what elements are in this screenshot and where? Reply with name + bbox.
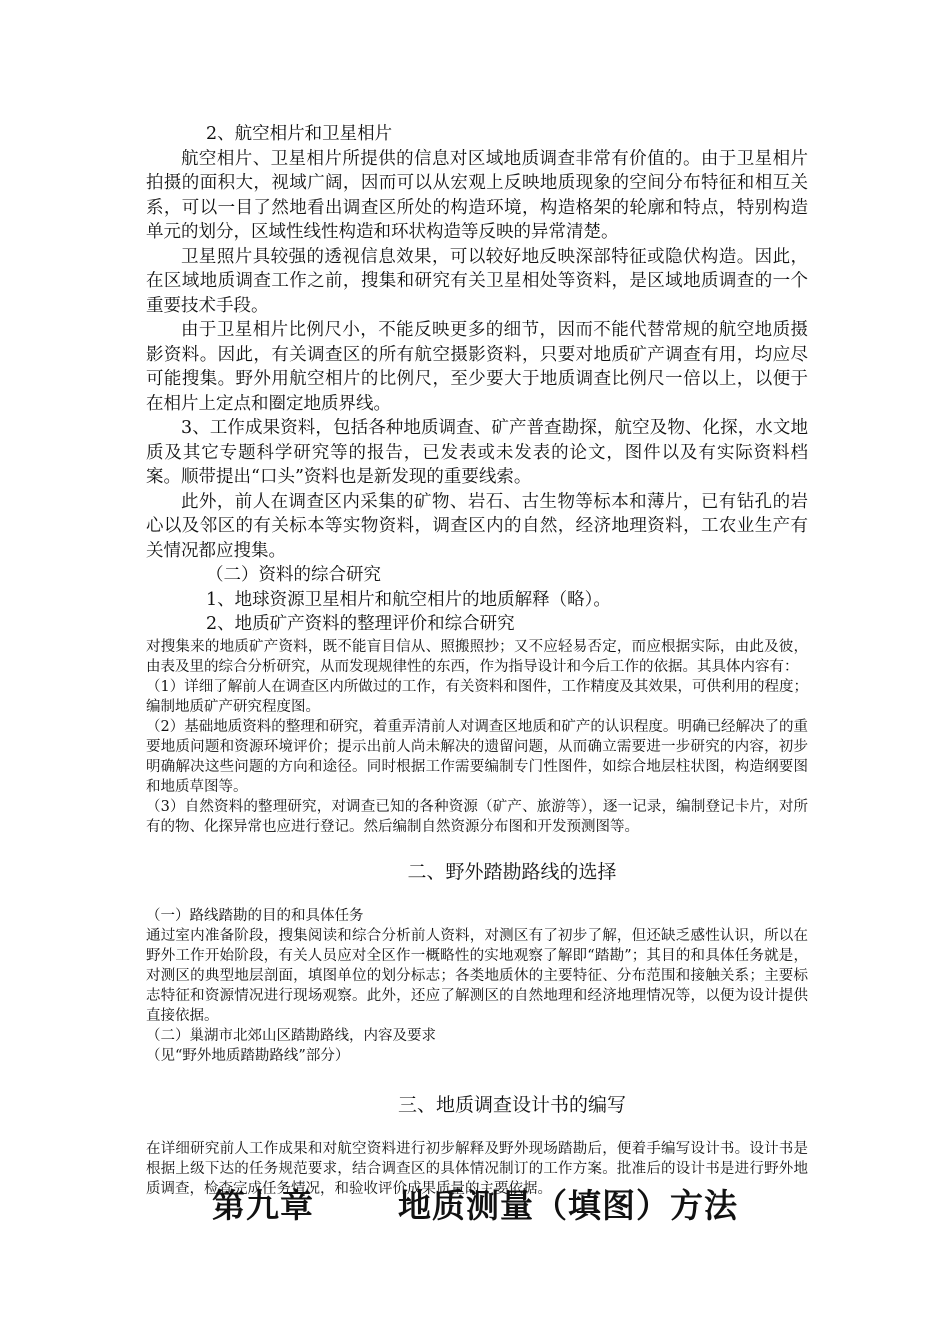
heading-aerial-satellite: 2、航空相片和卫星相片	[206, 124, 393, 144]
section-title-design-book: 三、地质调查设计书的编写	[397, 1093, 626, 1116]
list-item: 1、地球资源卫星相片和航空相片的地质解释（略）。	[206, 589, 611, 610]
list-item: 2、地质矿产资料的整理评价和综合研究	[206, 614, 515, 634]
chapter-number: 第九章	[212, 1186, 314, 1225]
subheading: （二）资料的综合研究	[206, 565, 381, 585]
paragraph: 对搜集来的地质矿产资料，既不能盲目信从、照搬照抄；又不应轻易否定，而应根据实际，由此及彼，由表及里的综合分析研究，从而发现规律性的东西，作为指导设计和今后工作的依据。其具体内容有：	[146, 638, 808, 675]
list-item: （1）详细了解前人在调查区内所做过的工作，有关资料和图件，工作精度及其效果，可供利用的程度；编制地质矿产研究程度图。	[146, 678, 808, 715]
paragraph: 通过室内准备阶段，搜集阅读和综合分析前人资料，对测区有了初步了解，但还缺乏感性认识，所以在野外工作开始阶段，有关人员应对全区作一概略性的实地观察了解即“踏勘”；其目的和具体任务就是，对测区的典型地层剖面，填图单位的划分标志；各类地质休的主要特征、分布范围和接触关系；主要标志特征和资源情况进行现场观察。此外，还应了解测区的自然地理和经济地理情况等，以便为设计提供直接依据。	[146, 927, 808, 1024]
list-item: （3）自然资料的整理研究，对调查已知的各种资源（矿产、旅游等），逐一记录，编制登记卡片，对所有的物、化探异常也应进行登记。然后编制自然资源分布图和开发预测图等。	[146, 798, 808, 835]
list-item: （2）基础地质资料的整理和研究，着重弄清前人对调查区地质和矿产的认识程度。明确已经解决了的重要地质问题和资源环境评价；提示出前人尚未解决的遗留问题，从而确立需要进一步研究的内容，初步明确解决这些问题的方向和途径。同时根据工作需要编制专门性图件，如综合地层柱状图，构造纲要图和地质草图等。	[146, 718, 808, 795]
paragraph: 由于卫星相片比例尺小，不能反映更多的细节，因而不能代替常规的航空地质摄影资料。因此，有关调查区的所有航空摄影资料，只要对地质矿产调查有用，均应尽可能搜集。野外用航空相片的比例尺，至少要大于地质调查比例尺一倍以上，以便于在相片上定点和圈定地质界线。	[146, 320, 808, 414]
paragraph: 在详细研究前人工作成果和对航空资料进行初步解释及野外现场踏勘后，便着手编写设计书。设计书是根据上级下达的任务规范要求，结合调查区的具体情况制订的工作方案。批准后的设计书是进行野外地质调查，检查完成任务情况，和验收评价成果质量的主要依据。	[146, 1140, 808, 1197]
subheading: （二）巢湖市北郊山区踏勘路线，内容及要求	[146, 1027, 436, 1044]
section-title-field-route: 二、野外踏勘路线的选择	[407, 860, 617, 883]
chapter-heading	[0, 1180, 950, 1227]
paragraph: 3、工作成果资料，包括各种地质调查、矿产普查勘探，航空及物、化探，水文地质及其它专题科学研究等的报告，已发表或未发表的论文，图件以及有实际资料档案。顺带提出“口头”资料也是新发现的重要线索。	[146, 418, 808, 487]
chapter-title: 地质测量（填图）方法	[398, 1186, 738, 1225]
paragraph: 卫星照片具较强的透视信息效果，可以较好地反映深部特征或隐伏构造。因此，在区域地质调查工作之前，搜集和研究有关卫星相处等资料，是区域地质调查的一个重要技术手段。	[146, 246, 808, 316]
note: （见“野外地质踏勘路线”部分）	[146, 1047, 350, 1064]
paragraph: 航空相片、卫星相片所提供的信息对区域地质调查非常有价值的。由于卫星相片拍摄的面积大，视域广阔，因而可以从宏观上反映地质现象的空间分布特征和相互关系，可以一目了然地看出调查区所处的构造环境，构造格架的轮廓和特点，特别构造单元的划分，区域性线性构造和环状构造等反映的异常清楚。	[146, 148, 808, 242]
document-body	[146, 122, 808, 1199]
paragraph: 此外，前人在调查区内采集的矿物、岩石、古生物等标本和薄片，已有钻孔的岩心以及邻区的有关标本等实物资料，调查区内的自然，经济地理资料，工农业生产有关情况都应搜集。	[146, 491, 808, 561]
subheading: （一）路线踏勘的目的和具体任务	[146, 907, 364, 924]
